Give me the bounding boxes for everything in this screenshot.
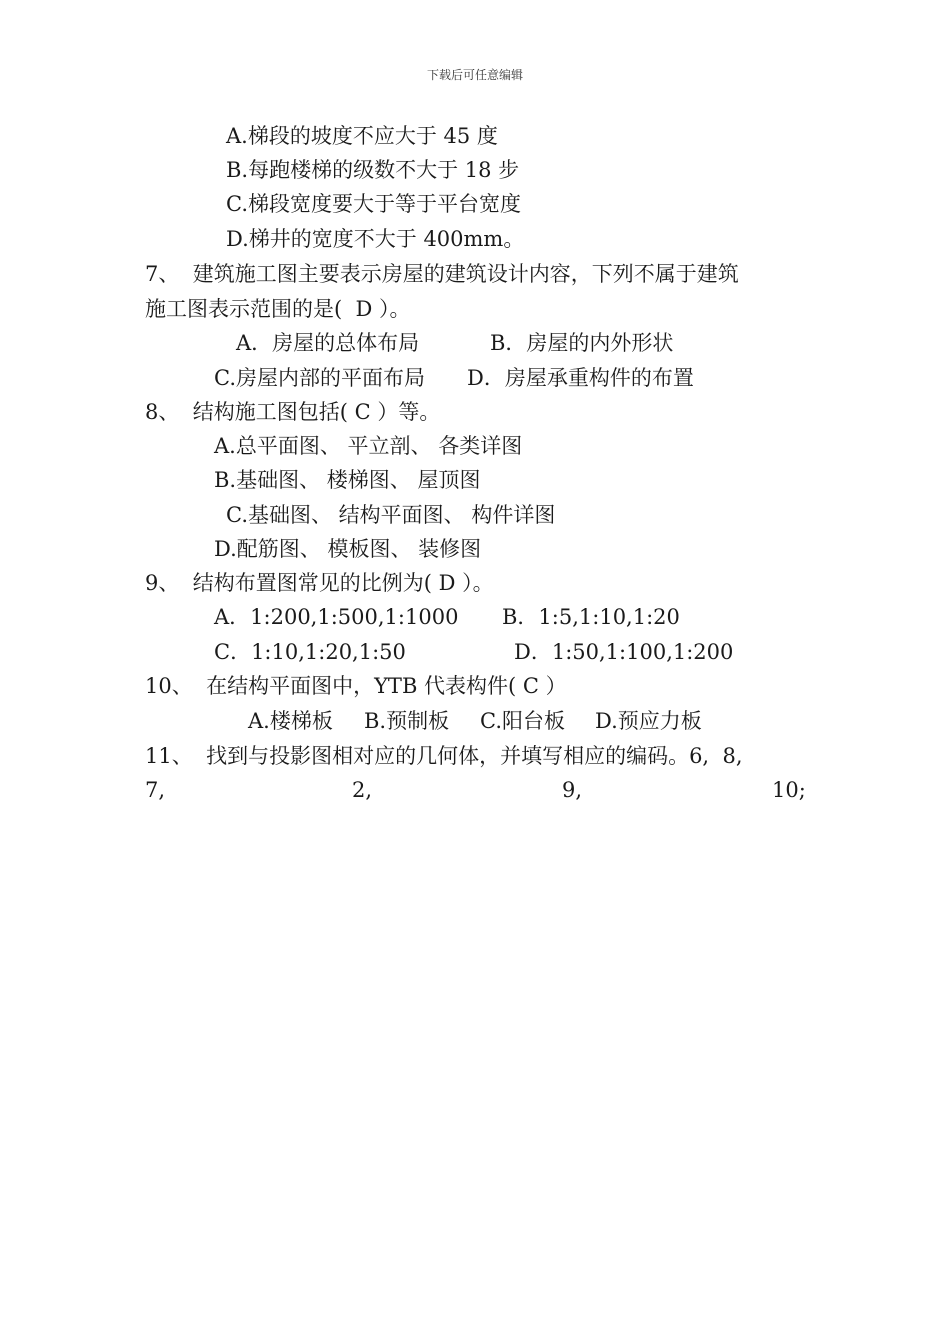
q7-option-b: B．房屋的内外形状 [490,331,674,355]
q8-stem: 8、 结构施工图包括( C ）等。 [145,400,441,424]
q6-option-b: B.每跑楼梯的级数不大于 18 步 [226,158,520,182]
q11-answer-2: 2, [352,778,373,802]
q10-option-d: D.预应力板 [595,709,702,733]
q8-option-d: D.配筋图、 模板图、 装修图 [214,537,482,561]
q6-option-c: C.梯段宽度要大于等于平台宽度 [226,192,521,216]
q7-option-a: A．房屋的总体布局 [236,331,420,355]
q7-stem-line1: 7、 建筑施工图主要表示房屋的建筑设计内容，下列不属于建筑 [145,262,739,286]
q10-option-c: C.阳台板 [480,709,565,733]
q11-stem: 11、 找到与投影图相对应的几何体，并填写相应的编码。6, 8, [145,744,743,768]
q10-option-b: B.预制板 [364,709,450,733]
page-header: 下载后可任意编辑 [426,68,523,82]
q8-option-a: A.总平面图、 平立剖、 各类详图 [214,434,523,458]
q9-option-d: D．1:50,1:100,1:200 [514,640,734,664]
q6-option-d: D.梯井的宽度不大于 400mm。 [226,227,525,251]
q11-answer-1: 7, [145,778,166,802]
q9-stem: 9、 结构布置图常见的比例为( D ）。 [145,571,494,595]
q6-option-a: A.梯段的坡度不应大于 45 度 [226,124,498,148]
q7-option-d: D．房屋承重构件的布置 [467,366,694,390]
q9-option-b: B．1:5,1:10,1:20 [502,605,680,629]
q9-option-c: C．1:10,1:20,1:50 [214,640,406,664]
q9-option-a: A．1:200,1:500,1:1000 [214,605,459,629]
q10-stem: 10、 在结构平面图中，YTB 代表构件( C ） [145,674,567,698]
q7-option-c: C.房屋内部的平面布局 [214,366,425,390]
q7-stem-line2: 施工图表示范围的是( D ）。 [145,297,411,321]
q8-option-b: B.基础图、 楼梯图、 屋顶图 [214,468,481,492]
q10-option-a: A.楼梯板 [248,709,333,733]
q11-answer-4: 10; [772,778,806,802]
q8-option-c: C.基础图、 结构平面图、 构件详图 [226,503,556,527]
q11-answer-3: 9, [562,778,583,802]
